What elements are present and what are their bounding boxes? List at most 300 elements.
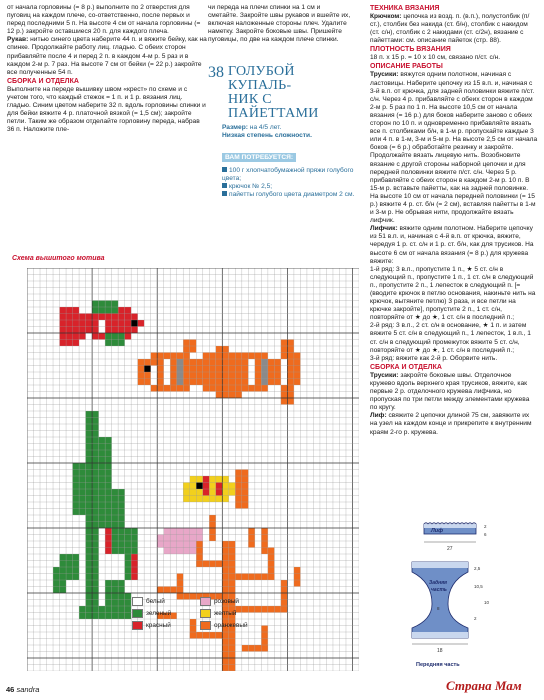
stitch-cell [99,320,106,327]
bra-text: вяжите одним полотном. Наберите цепочку из 51 в.п. и, начиная с 4-й в.п. от крючка, вяжите, чередуя 1 р. ст. с/н и 1 р. ст. б/н, как для трусиков. На высоте 6 см от начала вязания (= 8 р.) для кружева вяжите: [370,225,534,265]
stitch-cell [268,548,275,555]
stitch-cell [229,548,236,555]
stitch-cell [190,535,197,542]
stitch-cell [196,528,203,535]
stitch-cell [261,645,268,652]
stitch-cell [190,340,197,347]
stitch-cell [294,567,301,574]
paragraph: 3-й ряд: вяжите как 2-й р. Оборвите нить. [370,354,498,362]
stitch-cell [281,600,288,607]
stitch-cell [183,385,190,392]
stitch-cell [287,359,294,366]
stitch-cell [86,437,93,444]
stitch-cell [196,535,203,542]
stitch-cell [105,483,112,490]
stitch-cell [177,580,184,587]
stitch-cell [105,314,112,321]
stitch-cell [86,470,93,477]
stitch-cell [53,567,60,574]
stitch-cell [242,489,249,496]
stitch-cell [177,587,184,594]
stitch-cell [209,528,216,535]
stitch-cell [203,496,210,503]
stitch-cell [131,567,138,574]
stitch-cell [92,574,99,581]
paragraph [370,225,538,265]
stitch-cell [60,554,67,561]
stitch-cell [79,502,86,509]
stitch-cell [229,645,236,652]
stitch-cell [242,645,249,652]
stitch-cell [268,379,275,386]
stitch-cell [92,431,99,438]
material-hook: крючок № 2,5; [229,183,273,190]
stitch-cell [248,359,255,366]
stitch-cell [216,489,223,496]
stitch-cell [222,587,229,594]
stitch-cell [105,606,112,613]
stitch-cell [164,541,171,548]
stitch-cell [170,528,177,535]
difficulty: Низкая степень сложности. [222,132,312,139]
stitch-cell [105,509,112,516]
material-yarn: 100 г хлопчатобумажной пряжи голубого цвета; [222,167,354,182]
stitch-cell [222,346,229,353]
stitch-cell [105,535,112,542]
stitch-cell [216,632,223,639]
stitch-cell [86,561,93,568]
sleeves-label: Рукав: [7,36,29,44]
stitch-cell [196,541,203,548]
stitch-cell [73,502,80,509]
stitch-cell [79,483,86,490]
stitch-cell [86,580,93,587]
stitch-cell [73,307,80,314]
stitch-cell [190,346,197,353]
stitch-cell [261,541,268,548]
stitch-cell [222,658,229,665]
stitch-cell [183,353,190,360]
stitch-cell [86,327,93,334]
stitch-cell [79,463,86,470]
stitch-cell [281,593,288,600]
stitch-cell [92,528,99,535]
stitch-cell [235,476,242,483]
stitch-cell [261,366,268,373]
stitch-cell [235,574,242,581]
stitch-cell [287,346,294,353]
stitch-cell [112,600,119,607]
stitch-cell [177,353,184,360]
stitch-cell [235,359,242,366]
stitch-cell [242,483,249,490]
stitch-cell [287,392,294,399]
stitch-cell [112,593,119,600]
stitch-cell [112,327,119,334]
stitch-cell [92,522,99,529]
stitch-cell [287,398,294,405]
stitch-cell [66,554,73,561]
stitch-cell [209,366,216,373]
bullet-icon [222,167,227,172]
stitch-cell [164,535,171,542]
stitch-cell [86,444,93,451]
stitch-cell [196,548,203,555]
stitch-cell [60,567,67,574]
stitch-cell [170,366,177,373]
stitch-cell [86,600,93,607]
stitch-cell [112,509,119,516]
stitch-cell [216,496,223,503]
stitch-cell [112,489,119,496]
paragraph: от начала горловины (= 8 р.) выполните по 2 отверстия для пуговиц на каждом плече, со-ответственно, после первых и перед последними 5 п. На высоте 4 см от начала горловины (= 12 р.) закройте оставшиеся 20 п. для каждого плеча. [7,4,201,36]
stitch-cell [92,587,99,594]
stitch-cell [229,587,236,594]
paragraph: 1-й ряд: 3 в.п., пропустите 1 п., ★ 5 ст. с/н в следующий п., пропустите 1 п., 1 ст. с/н в следующий п., пропустите 2 п., 1 лепесток в следующий п. [= (вводите крючок в петлю основания, накиньте нить на крючок, вытяните петлю) 3 раза, и все петли на крючке закройте], пропустите 2 п., 1 ст. с/н, повторяйте от ★ до ★, 1 ст. с/н в последний п.; [370,265,536,322]
stitch-cell [177,385,184,392]
stitch-cell [73,567,80,574]
stitch-cell [190,541,197,548]
stitch-cell [112,606,119,613]
stitch-cell [125,574,132,581]
stitch-cell [125,314,132,321]
stitch-cell [190,632,197,639]
stitch-cell [274,359,281,366]
stitch-cell [281,385,288,392]
stitch-cell [216,392,223,399]
bra-label: Лифчик: [370,225,398,233]
stitch-cell [86,489,93,496]
stitch-cell [177,366,184,373]
stitch-cell [125,528,132,535]
stitch-cell [118,580,125,587]
stitch-cell [229,658,236,665]
stitch-cell [99,613,106,620]
stitch-cell [261,535,268,542]
stitch-cell [92,496,99,503]
stitch-cell [118,333,125,340]
stitch-cell [73,476,80,483]
stitch-cell [92,561,99,568]
stitch-cell [112,613,119,620]
stitch-cell [105,522,112,529]
stitch-cell [190,359,197,366]
stitch-cell [125,548,132,555]
stitch-cell [151,372,158,379]
stitch-cell [196,561,203,568]
stitch-cell [144,379,151,386]
stitch-cell [183,489,190,496]
stitch-cell [79,606,86,613]
stitch-cell [229,639,236,646]
stitch-cell [105,496,112,503]
stitch-cell [170,359,177,366]
stitch-cell [86,496,93,503]
bra-piece [424,523,487,553]
stitch-cell [118,320,125,327]
stitch-cell [86,450,93,457]
front-label: Передняя часть [416,662,460,668]
stitch-cell [131,554,138,561]
page-footer [6,685,39,694]
paragraph [7,36,207,76]
stitch-cell [118,489,125,496]
stitch-cell [164,528,171,535]
stitch-cell [209,385,216,392]
bra-label: Лиф [431,528,444,534]
stitch-cell [170,587,177,594]
stitch-cell [99,444,106,451]
stitch-cell [92,548,99,555]
stitch-cell [125,307,132,314]
stitch-cell [105,489,112,496]
stitch-cell [157,385,164,392]
stitch-cell [177,548,184,555]
stitch-cell [73,320,80,327]
stitch-cell [261,639,268,646]
stitch-cell [222,645,229,652]
stitch-cell [99,496,106,503]
stitch-cell [190,496,197,503]
stitch-cell [105,528,112,535]
stitch-cell [66,333,73,340]
stitch-cell [281,353,288,360]
stitch-cell [209,483,216,490]
stitch-cell [131,541,138,548]
stitch-cell [105,593,112,600]
stitch-cell [222,665,229,672]
stitch-cell [196,476,203,483]
stitch-cell [86,613,93,620]
stitch-cell [144,372,151,379]
stitch-cell [73,561,80,568]
stitch-cell [99,301,106,308]
stitch-cell [164,379,171,386]
stitch-cell [274,606,281,613]
stitch-cell [229,561,236,568]
stitch-cell [125,593,132,600]
section-heading: ТЕХНИКА ВЯЗАНИЯ [370,5,440,12]
stitch-cell [118,327,125,334]
stitch-cell [235,372,242,379]
stitch-cell [222,554,229,561]
stitch-cell [294,366,301,373]
stitch-cell [99,515,106,522]
stitch-cell [248,372,255,379]
stitch-cell [66,340,73,347]
stitch-cell [118,600,125,607]
stitch-cell [281,340,288,347]
stitch-cell [255,366,262,373]
stitch-cell [274,372,281,379]
assembly-text: закройте боковые швы. Отделочное кружево вдоль верхнего края трусиков, вяжите, как первые 2 р. отделочного кружева лифчика, но пропуская по три петли между элементами кружева по кругу. [370,371,530,412]
stitch-cell [73,489,80,496]
stitch-cell [105,476,112,483]
stitch-cell [92,554,99,561]
stitch-cell [222,548,229,555]
stitch-cell [170,548,177,555]
stitch-cell [86,424,93,431]
stitch-cell [73,333,80,340]
stitch-cell [157,535,164,542]
stitch-cell [92,301,99,308]
stitch-cell [164,372,171,379]
stitch-cell [190,366,197,373]
pattern-diagram [398,520,504,680]
stitch-cell [112,587,119,594]
stitch-cell [222,476,229,483]
stitch-cell [177,574,184,581]
stitch-cell [255,379,262,386]
stitch-cell [287,353,294,360]
stitch-cell [242,372,249,379]
stitch-cell [105,444,112,451]
stitch-cell [203,483,210,490]
stitch-cell [131,314,138,321]
stitch-cell [144,366,151,373]
stitch-cell [112,301,119,308]
stitch-cell [157,379,164,386]
stitch-cell [190,489,197,496]
stitch-cell [92,476,99,483]
stitch-cell [196,372,203,379]
trunks-text: вяжутся одним полотном, начиная с ластовицы. Наберите цепочку из 15 в.п. и, начиная с 3-й в.п. от крючка, для задней половинки вяжите п/ст. с/н. Через 4 р. прибавляйте с обеих сторон в каждом 2-м р. 5 раз по 1 п. На высоте 10,5 см от начала вязания (= 16 р.) для боков наберите заново с обеих сторон по 10 п. и одновременно прибавляйте вязать все п. столбиками б/н, в 1-м р. пропускайте каждые 3 или 4 п. в 1-м, 3-м и 5-м р. На высоте 2,5 см от начала боков (= 6 р.) обработайте резинку и закройте. Продолжайте вязать лицевую нить. Возобновите вязание с другой стороны наборной цепочки и для передней половинки вяжите п/ст. с/н. Через 5 р. прибавляйте с обеих сторон в каждом 2-м р. 10 п. В 15-м р. вставьте пайетты, как на задней половинке. На высоте 10 см от начала передней половинки (= 15 р.) вяжите 4 р. ст. б/н (= 2 см), вставляя пайетты в 1-м и 3-м р. Не обрывая нити, продолжайте вязать лифчик. [370,71,538,225]
stitch-cell [164,366,171,373]
stitch-cell [229,574,236,581]
stitch-cell [222,580,229,587]
stitch-cell [73,340,80,347]
stitch-cell [118,509,125,516]
stitch-cell [242,359,249,366]
stitch-cell [99,307,106,314]
stitch-cell [92,463,99,470]
stitch-cell [118,541,125,548]
stitch-cell [190,548,197,555]
stitch-cell [118,606,125,613]
stitch-cell [229,489,236,496]
stitch-cell [261,606,268,613]
stitch-cell [105,340,112,347]
stitch-cell [105,587,112,594]
stitch-cell [92,567,99,574]
legend-item-pink: розовый [200,597,252,606]
bra2-text: свяжите 2 цепочки длиной 75 см, завяжите их на узел на каждом конце и прикрепите к внутренним краям 2-го р. кружева. [370,412,532,436]
stitch-cell [60,320,67,327]
stitch-cell [294,379,301,386]
stitch-cell [118,535,125,542]
stitch-cell [157,587,164,594]
stitch-cell [294,574,301,581]
stitch-cell [216,359,223,366]
stitch-cell [229,580,236,587]
stitch-cell [118,613,125,620]
stitch-cell [144,359,151,366]
legend-item-white: белый [132,597,165,606]
stitch-cell [86,320,93,327]
stitch-cell [105,463,112,470]
stitch-cell [216,379,223,386]
stitch-cell [222,496,229,503]
stitch-cell [183,346,190,353]
stitch-cell [222,372,229,379]
stitch-cell [216,366,223,373]
stitch-cell [79,320,86,327]
stitch-cell [274,366,281,373]
stitch-cell [73,483,80,490]
stitch-cell [118,307,125,314]
stitch-cell [235,496,242,503]
stitch-cell [66,561,73,568]
material-sequins: пайетты голубого цвета диаметром 2 см. [229,191,355,198]
stitch-cell [112,515,119,522]
stitch-cell [105,515,112,522]
stitch-cell [86,463,93,470]
stitch-cell [92,483,99,490]
stitch-cell [79,613,86,620]
stitch-cell [105,307,112,314]
stitch-cell [118,502,125,509]
crochet-text: цепочка из возд. п. (в.п.), полустолбик (п/ст.), столбик без накида (ст. б/н), столбик с накидом (ст. с/н), столбик с 2 накидами (ст. с/2н), вязание с пайеттами: см. описание пайеток (стр. 88). [370,13,530,45]
stitch-cell [287,372,294,379]
stitch-cell [268,567,275,574]
stitch-cell [229,385,236,392]
stitch-cell [92,580,99,587]
dim-10: 10 [484,600,490,605]
stitch-cell [105,600,112,607]
bra2-label: Лиф: [370,412,387,420]
stitch-cell [170,541,177,548]
stitch-cell [255,372,262,379]
paragraph: чи переда на плечи спинки на 1 см и сметайте. Закройте швы рукавов и вшейте их, включая наложенные стороны плеч. Удалите наметку. Закройте боковые швы. Пришейте пуговицы, по две на каждом плече спинки. [208,4,351,44]
stitch-cell [248,645,255,652]
stitch-cell [86,411,93,418]
stitch-cell [242,496,249,503]
stitch-cell [196,483,203,490]
stitch-cell [125,535,132,542]
stitch-cell [268,359,275,366]
section-heading: ОПИСАНИЕ РАБОТЫ [370,63,443,71]
legend-item-red: красный [132,621,171,630]
assembly-label: Трусики: [370,371,399,379]
stitch-cell [216,353,223,360]
stitch-cell [99,476,106,483]
stitch-cell [86,502,93,509]
stitch-cell [229,353,236,360]
size-label: Размер: [222,124,248,131]
stitch-cell [79,327,86,334]
stitch-cell [125,333,132,340]
stitch-cell [261,379,268,386]
stitch-cell [196,359,203,366]
stitch-cell [190,483,197,490]
stitch-cell [105,502,112,509]
stitch-cell [255,606,262,613]
stitch-cell [92,424,99,431]
stitch-cell [235,353,242,360]
stitch-cell [255,645,262,652]
stitch-cell [190,372,197,379]
materials-heading: ВАМ ПОТРЕБУЕТСЯ: [222,153,296,162]
stitch-cell [73,554,80,561]
stitch-cell [86,554,93,561]
stitch-cell [86,593,93,600]
stitch-cell [86,483,93,490]
stitch-cell [268,366,275,373]
dim-18: 18 [437,648,443,654]
stitch-cell [255,359,262,366]
stitch-cell [157,353,164,360]
bullet-icon [222,191,227,196]
